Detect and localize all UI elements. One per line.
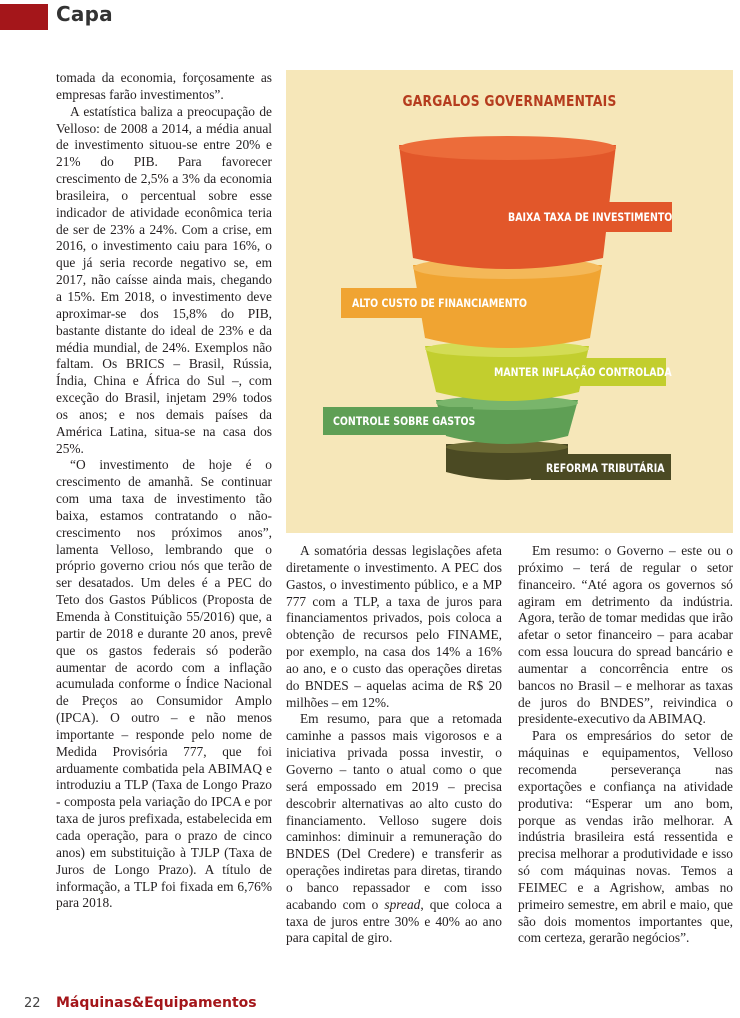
funnel-infographic bbox=[286, 70, 733, 533]
paragraph: A estatística baliza a preocupação de Velloso: de 2008 a 2014, a média anual de investimento situou-se entre 20% e 21% do PIB. Para favorecer crescimento de 2,5% a 3% da economia brasileira, o percentual sobre esse indicador de atividade econômica teria de ser de 23% a 24%. Com a crise, em 2016, o investimento caiu para 16%, o que já seria recorde negativo se, em 2017, não caísse ainda mais, chegando a 15%. Em 2018, o investimento deve aproximar-se dos 15,8% do PIB, bastante distante do ideal de 23% e da média mundial, de 24%. Exemplos não faltam. Os BRICS – Brasil, Rússia, Índia, China e África do Sul –, com exceção do Brasil, injetam 29% todos os anos; e nos demais países da América Latina, situa-se na casa dos 25%. bbox=[56, 103, 272, 456]
paragraph: Para os empresários do setor de máquinas e equipamentos, Velloso recomenda perseverança nas exportações e confiança na atividade produtiva: “Esperar um ano bom, porque as vendas irão melhorar. A indústria brasileira está ressentida e precisa melhorar a produtividade e isso só com máquinas novas. Temos a FEIMEC e a Agrishow, ambas no primeiro semestre, em abril e maio, que são dois momentos importantes que, com certeza, gerarão negócios”. bbox=[518, 728, 733, 946]
funnel-level-1-top bbox=[399, 136, 616, 160]
page-number: 22 bbox=[24, 996, 41, 1011]
text-column-3 bbox=[518, 543, 733, 947]
section-title: Capa bbox=[56, 2, 113, 26]
funnel-label-1: BAIXA TAXA DE INVESTIMENTO bbox=[508, 210, 673, 224]
infographic-title: GARGALOS GOVERNAMENTAIS bbox=[402, 92, 617, 110]
section-flag bbox=[0, 4, 48, 30]
paragraph: A somatória dessas legislações afeta diretamente o investimento. A PEC dos Gastos, o investimento público, e a MP 777 com a TLP, a taxa de juros para financiamentos privados, pois coloca a obtenção de recursos pelo FINAME, por exemplo, na casa dos 14% a 16% ao ano, e o custo das operações diretas do BNDES – aquelas acima de R$ 20 milhões – em 12%. bbox=[286, 543, 502, 710]
paragraph-text: , que coloca a taxa de juros entre 30% e 40% ao ano para capital de giro. bbox=[286, 896, 502, 946]
magazine-name: Máquinas&Equipamentos bbox=[56, 995, 257, 1011]
paragraph: “O investimento de hoje é o crescimento de amanhã. Se continuar com uma taxa de investimento tão baixa, estamos contratando o não-crescimento nos próximos anos”, lamenta Velloso, lembrando que o próprio governo criou nós que terão de ser desatados. Um deles é a PEC do Teto dos Gastos Públicos (Proposta de Emenda à Constituição 55/2016) que, a partir de 2018 e durante 20 anos, prevê que os gastos federais só poderão aumentar de acordo com a inflação acumulada conforme o Índice Nacional de Preços ao Consumidor Amplo (IPCA). O outro – e não menos importante – responde pelo nome de Medida Provisória 777, que foi arduamente combatida pela ABIMAQ e introduziu a TLP (Taxa de Longo Prazo - composta pela variação do IPCA e por taxa de juros prefixada, estabelecida em cada operação, para o prazo de cinco anos) em substituição à TJLP (Taxa de Juros de Longo Prazo). A título de informação, a TLP foi fixada em 6,76% para 2018. bbox=[56, 457, 272, 911]
funnel-label-5: REFORMA TRIBUTÁRIA bbox=[546, 461, 665, 475]
text-column-1 bbox=[56, 70, 272, 912]
paragraph: Em resumo: o Governo – este ou o próximo – terá de regular o setor financeiro. “Até agora os governos só agiram em detrimento da indústria. Agora, terão de tomar medidas que irão afetar o setor financeiro – para acabar com essa loucura do spread bancário e aumentar a concorrência entre os bancos no Brasil – e melhorar as taxas de juros do BNDES”, reivindica o presidente-executivo da ABIMAQ. bbox=[518, 543, 733, 727]
italic-term: spread bbox=[384, 896, 421, 912]
paragraph-text: Em resumo, para que a retomada caminhe a passos mais vigorosos e a iniciativa privada possa investir, o Governo – tanto o atual como o que será empossado em 2019 – precisa descobrir alternativas ao alto custo do financiamento. Velloso sugere dois caminhos: diminuir a remuneração do BNDES (Del Credere) e transferir as operações indiretas para diretas, tirando o banco repassador e com isso acabando com o bbox=[286, 711, 502, 912]
text-column-2 bbox=[286, 543, 502, 947]
paragraph bbox=[286, 711, 502, 947]
funnel-label-4: CONTROLE SOBRE GASTOS bbox=[333, 414, 476, 428]
paragraph: tomada da economia, forçosamente as empresas farão investimentos”. bbox=[56, 70, 272, 102]
funnel-label-2: ALTO CUSTO DE FINANCIAMENTO bbox=[352, 296, 528, 310]
funnel-label-3: MANTER INFLAÇÃO CONTROLADA bbox=[494, 365, 672, 379]
